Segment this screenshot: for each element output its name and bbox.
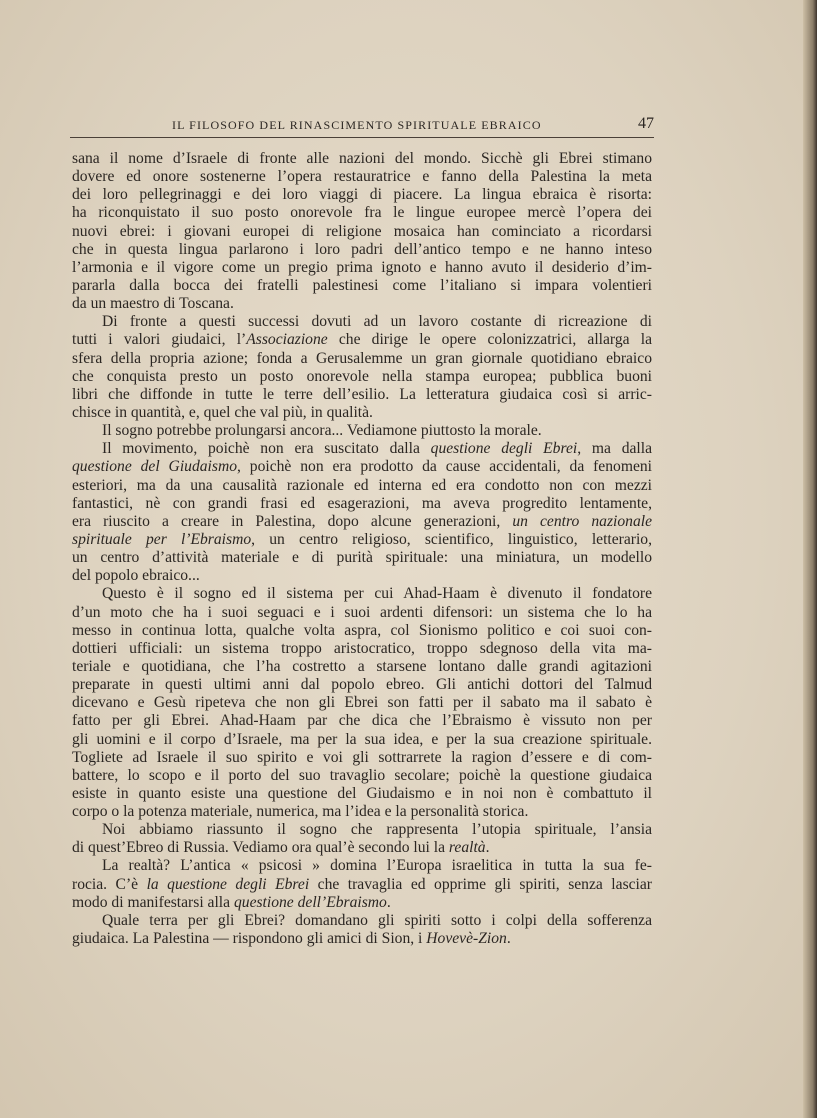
text-line: un centro d’attività materiale e di purità spirituale: una miniatura, un modello [72,549,652,567]
text-line: Noi abbiamo riassunto il sogno che rappresenta l’utopia spirituale, l’ansia [102,821,652,839]
text-line: di quest’Ebreo di Russia. Vediamo ora qual’è secondo lui la realtà. [72,839,490,857]
text-line: dei loro pellegrinaggi e dei loro viaggi di piacere. La lingua ebraica è risorta: [72,186,652,204]
text-line: d’un moto che ha i suoi seguaci e i suoi ardenti difensori: un sistema che lo ha [72,603,652,621]
text-line: pararla dalla bocca dei fratelli palestinesi come l’italiano si impara volentieri [72,276,652,294]
text-line: fantastici, nè con grandi frasi ed esagerazioni, ma aveva progredito lentamente, [72,494,652,512]
header-rule [70,137,654,138]
text-line: messo in continua lotta, qualche volta aspra, col Sionismo politico e coi suoi con- [72,621,652,639]
text-line: battere, lo scopo e il porto del suo travaglio secolare; poichè la questione giudaica [72,766,652,784]
text-line: sfera della propria azione; fonda a Gerusalemme un gran giornale quotidiano ebraico [72,349,652,367]
italic-term: questione del Giudaismo [72,458,238,476]
text-line: dottieri ufficiali: un sistema troppo aristocratico, troppo sdegnoso della vita ma- [72,639,652,657]
text-line: modo di manifestarsi alla questione dell’Ebraismo. [72,893,391,911]
text-line: libri che diffonde in tutte le terre dell’esilio. La letteratura giudaica così si arric- [72,385,652,403]
text-line: tutti i valori giudaici, l’Associazione che dirige le opere colonizzatrici, allarga la [72,331,652,349]
running-header [70,116,654,136]
italic-term: Hovevè-Zion [426,930,507,948]
italic-term: questione dell’Ebraismo [233,893,387,911]
text-line: questione del Giudaismo, poichè non era prodotto da cause accidentali, da fenomeni [72,458,652,476]
text-line: Il movimento, poichè non era suscitato dalla questione degli Ebrei, ma dalla [102,440,652,458]
text-line: gli uomini e il corpo d’Israele, ma per la sua idea, e per la sua creazione spirituale. [72,730,652,748]
italic-term: questione degli Ebrei [430,440,578,458]
italic-term: la questione degli Ebrei [146,875,310,893]
page-number: 47 [638,115,654,132]
text-line: che conquista presto un posto onorevole nella stampa europea; pubblica buoni [72,367,652,385]
page-edge [803,0,817,1118]
text-line: spirituale per l’Ebraismo, un centro religioso, scientifico, linguistico, letterario, [72,530,652,548]
italic-term: un centro nazionale [512,512,652,530]
text-line: teriale e quotidiana, che l’ha costretto a starsene lontano dalle grandi agitazioni [72,657,652,675]
text-line: Quale terra per gli Ebrei? domandano gli spiriti sotto i colpi della sofferenza [102,911,652,929]
text-line: Togliete ad Israele il suo spirito e voi gli sottrarrete la ragion d’essere e di com- [72,748,652,766]
text-line: dovere ed onore sostenerne l’opera restauratrice e fanno della Palestina la meta [72,168,652,186]
text-line: ha riconquistato il suo posto onorevole fra le lingue europee mercè l’opera dei [72,204,652,222]
text-line: preparate in questi ultimi anni dal popolo ebreo. Gli antichi dottori del Talmud [72,676,652,694]
text-line: corpo o la potenza materiale, numerica, ma l’idea e la personalità storica. [72,803,529,821]
text-line: La realtà? L’antica « psicosi » domina l’Europa israelitica in tutta la sua fe- [102,857,652,875]
text-line: nuovi ebrei: i giovani europei di religione mosaica han cominciato a ricordarsi [72,222,652,240]
text-line: che in questa lingua parlarono i loro padri dell’antico tempo e ne hanno inteso [72,240,652,258]
running-title: IL FILOSOFO DEL RINASCIMENTO SPIRITUALE EBRAICO [172,118,542,132]
text-line: esteriori, ma da una causalità razionale ed interna ed era condotto non con mezzi [72,476,652,494]
text-line: era riuscito a creare in Palestina, dopo alcune generazioni, un centro nazionale [72,512,652,530]
text-line: da un maestro di Toscana. [72,295,234,313]
text-line: Il sogno potrebbe prolungarsi ancora... Vediamone piuttosto la morale. [102,422,542,440]
text-line: rocia. C’è la questione degli Ebrei che travaglia ed opprime gli spiriti, senza lasciar [72,875,653,893]
italic-term: Associazione [246,331,328,349]
text-line: Di fronte a questi successi dovuti ad un lavoro costante di ricreazione di [102,313,652,331]
text-line: l’armonia e il vigore come un pregio prima ignoto e hanno avuto il desiderio d’im- [72,258,652,276]
text-line: chisce in quantità, e, quel che val più, in qualità. [72,403,373,421]
text-line: esiste in quanto esiste una questione del Giudaismo e in noi non è combattuto il [72,784,652,802]
text-line: giudaica. La Palestina — rispondono gli amici di Sion, i Hovevè-Zion. [72,930,511,948]
text-line: fatto per gli Ebrei. Ahad-Haam par che dica che l’Ebraismo è vissuto non per [72,712,652,730]
body-text [72,150,652,948]
text-line: Questo è il sogno ed il sistema per cui Ahad-Haam è divenuto il fondatore [102,585,652,603]
text-line: dicevano e Gesù ripeteva che non gli Ebrei son fatti per il sabato ma il sabato è [72,694,652,712]
italic-term: realtà [448,839,486,857]
text-line: del popolo ebraico... [72,567,200,585]
italic-term: spirituale per l’Ebraismo [72,530,252,548]
text-line: sana il nome d’Israele di fronte alle nazioni del mondo. Sicchè gli Ebrei stimano [72,150,652,167]
